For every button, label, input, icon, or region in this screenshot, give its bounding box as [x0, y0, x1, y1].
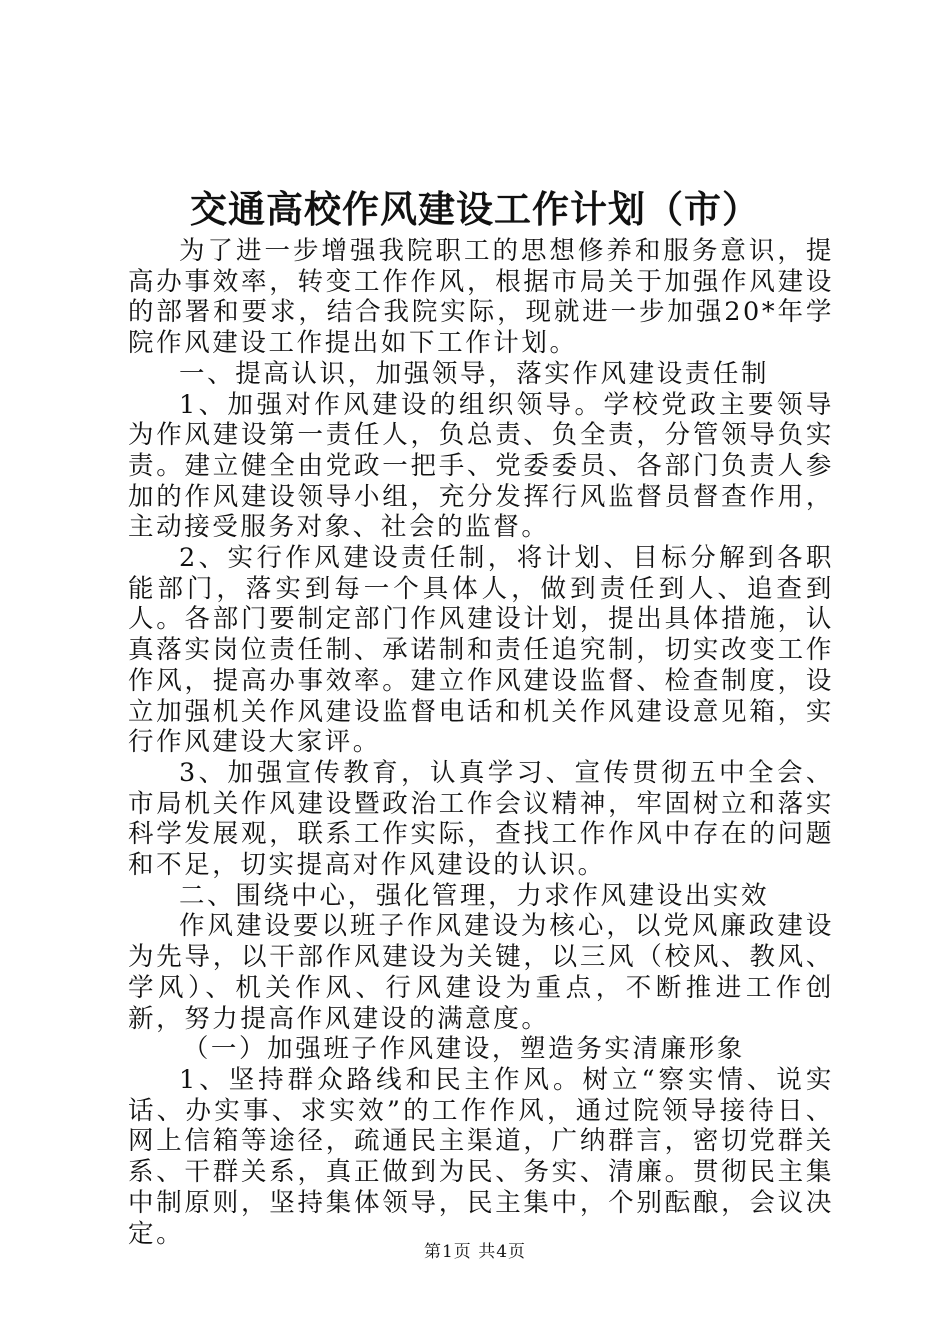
page-footer: 第1页 共4页 [423, 1242, 527, 1262]
intro-paragraph: 为了进一步增强我院职工的思想修养和服务意识，提高办事效率，转变工作作风，根据市局关于加强作风建设的部署和要求，结合我院实际，现就进一步加强20*年学院作风建设工作提出如下工作计划。 [128, 236, 834, 359]
document-body [128, 236, 834, 1249]
document-title: 交通高校作风建设工作计划（市） [190, 187, 760, 231]
section-heading-2: 二、围绕中心，强化管理，力求作风建设出实效 [179, 880, 770, 911]
body-paragraph: 作风建设要以班子作风建设为核心，以党风廉政建设为先导，以干部作风建设为关键，以三风（校风、教风、学风）、机关作风、行风建设为重点，不断推进工作创新，努力提高作风建设的满意度。 [128, 911, 834, 1034]
body-paragraph: 2、实行作风建设责任制，将计划、目标分解到各职能部门，落实到每一个具体人，做到责任到人、追查到人。各部门要制定部门作风建设计划，提出具体措施，认真落实岗位责任制、承诺制和责任追究制，切实改变工作作风，提高办事效率。建立作风建设监督、检查制度，设立加强机关作风建设监督电话和机关作风建设意见箱，实行作风建设大家评。 [128, 543, 834, 758]
subsection-heading: （一）加强班子作风建设，塑造务实清廉形象 [182, 1034, 745, 1065]
body-paragraph: 3、加强宣传教育，认真学习、宣传贯彻五中全会、市局机关作风建设暨政治工作会议精神，牢固树立和落实科学发展观，联系工作实际，查找工作作风中存在的问题和不足，切实提高对作风建设的认识。 [128, 757, 834, 881]
body-paragraph: 1、加强对作风建设的组织领导。学校党政主要领导为作风建设第一责任人，负总责、负全责，分管领导负实责。建立健全由党政一把手、党委委员、各部门负责人参加的作风建设领导小组，充分发挥行风监督员督查作用，主动接受服务对象、社会的监督。 [128, 389, 834, 543]
body-paragraph: 1、坚持群众路线和民主作风。树立“察实情、说实话、办实事、求实效”的工作作风，通过院领导接待日、网上信箱等途径，疏通民主渠道，广纳群言，密切党群关系、干群关系，真正做到为民、务实、清廉。贯彻民主集中制原则，坚持集体领导，民主集中，个别酝酿，会议决定。 [128, 1064, 834, 1249]
section-heading-1: 一、提高认识，加强领导，落实作风建设责任制 [179, 358, 770, 389]
